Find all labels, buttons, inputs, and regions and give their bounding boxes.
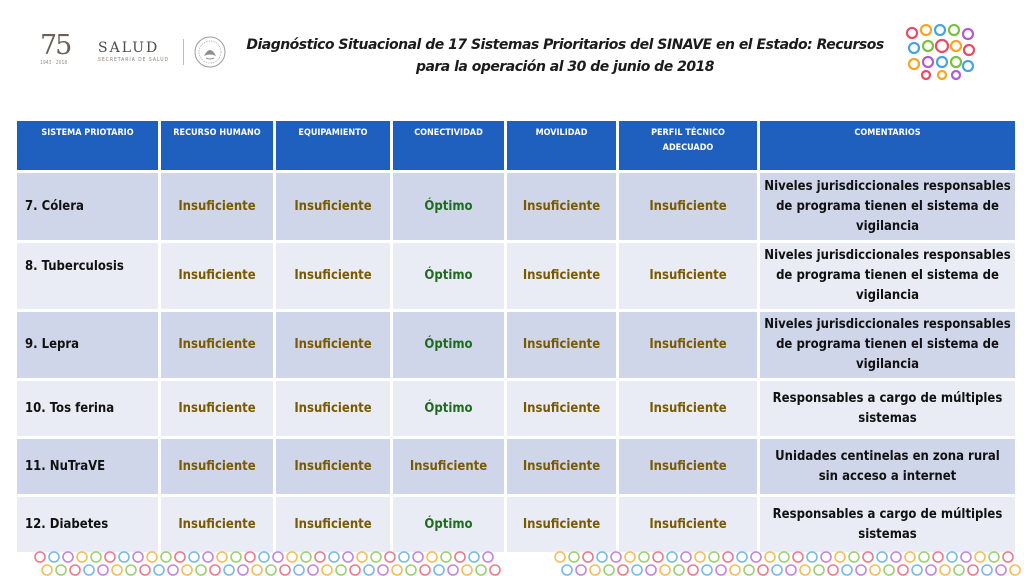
footer-circle	[329, 552, 339, 562]
cell-conectividad: Óptimo	[393, 497, 504, 552]
header-logos	[40, 30, 226, 74]
cell-equipamiento: Insuficiente	[276, 173, 390, 240]
footer-circle	[975, 552, 985, 562]
col-header-perfil-tecnico: PERFIL TÉCNICO ADECUADO	[619, 121, 757, 170]
col-header-recurso-humano: RECURSO HUMANO	[161, 121, 273, 170]
col-header-movilidad: MOVILIDAD	[507, 121, 616, 170]
footer-circle	[476, 565, 486, 575]
footer-circle	[133, 552, 143, 562]
footer-circle	[821, 552, 831, 562]
footer-circle	[667, 552, 677, 562]
footer-circle	[597, 552, 607, 562]
footer-circle	[385, 552, 395, 562]
footer-circle	[639, 552, 649, 562]
cell-movilidad: Insuficiente	[507, 381, 616, 436]
footer-circle	[870, 565, 880, 575]
footer-circle	[695, 552, 705, 562]
footer-circle	[126, 565, 136, 575]
cell-perfil-tecnico: Insuficiente	[619, 312, 757, 378]
logo-divider	[183, 39, 184, 65]
footer-circle	[483, 552, 493, 562]
cell-equipamiento: Insuficiente	[276, 312, 390, 378]
footer-circle	[793, 552, 803, 562]
cell-recurso-humano: Insuficiente	[161, 381, 273, 436]
footer-circle	[604, 565, 614, 575]
cell-recurso-humano: Insuficiente	[161, 312, 273, 378]
cell-movilidad: Insuficiente	[507, 243, 616, 309]
footer-circle	[737, 552, 747, 562]
cell-recurso-humano: Insuficiente	[161, 497, 273, 552]
footer-circle	[105, 552, 115, 562]
footer-circle	[744, 565, 754, 575]
cell-perfil-tecnico: Insuficiente	[619, 173, 757, 240]
footer-circle	[462, 565, 472, 575]
footer-circle	[357, 552, 367, 562]
footer-circle	[343, 552, 353, 562]
footer-circle	[961, 552, 971, 562]
footer-circle	[203, 552, 213, 562]
footer-circle	[371, 552, 381, 562]
cell-comentario: Unidades centinelas en zona rural sin acceso a internet	[760, 439, 1015, 494]
cell-movilidad: Insuficiente	[507, 173, 616, 240]
footer-circle	[772, 565, 782, 575]
footer-circle	[674, 565, 684, 575]
footer-circle	[217, 552, 227, 562]
footer-circle	[490, 565, 500, 575]
logo-salud-sub: SECRETARÍA DE SALUD	[98, 57, 169, 63]
footer-circle	[182, 565, 192, 575]
footer-circle	[252, 565, 262, 575]
table-row	[17, 439, 1015, 494]
cell-perfil-tecnico: Insuficiente	[619, 439, 757, 494]
footer-circle	[175, 552, 185, 562]
footer-circle	[147, 552, 157, 562]
cell-comentario: Niveles jurisdiccionales responsables de programa tienen el sistema de vigilancia	[760, 312, 1015, 378]
footer-circle	[364, 565, 374, 575]
footer-circle	[70, 565, 80, 575]
footer-circle	[905, 552, 915, 562]
footer-circle	[35, 552, 45, 562]
footer-circle	[245, 552, 255, 562]
table-row	[17, 243, 1015, 309]
footer-circle	[723, 552, 733, 562]
footer-circle	[800, 565, 810, 575]
footer-circle	[189, 552, 199, 562]
footer-circle	[112, 565, 122, 575]
page-title-line-1: Diagnóstico Situacional de 17 Sistemas Prioritarios del SINAVE en el Estado: Recursos	[246, 37, 884, 53]
footer-circle	[196, 565, 206, 575]
cell-sistema: 11. NuTraVE	[17, 439, 158, 494]
footer-circle	[399, 552, 409, 562]
footer-circle	[863, 552, 873, 562]
table-row	[17, 497, 1015, 552]
footer-circle	[912, 565, 922, 575]
footer-circle	[919, 552, 929, 562]
footer-circle	[828, 565, 838, 575]
footer-circle	[751, 552, 761, 562]
footer-circle	[954, 565, 964, 575]
logo-75-anniversary	[40, 32, 84, 72]
footer-circle	[681, 552, 691, 562]
footer-circle	[238, 565, 248, 575]
footer-circle	[898, 565, 908, 575]
footer-circle	[611, 552, 621, 562]
footer-circle	[688, 565, 698, 575]
footer-circle	[210, 565, 220, 575]
footer-circle	[91, 552, 101, 562]
footer-circle	[266, 565, 276, 575]
footer-circle	[982, 565, 992, 575]
cell-conectividad: Óptimo	[393, 381, 504, 436]
footer-circle	[161, 552, 171, 562]
cell-sistema: 9. Lepra	[17, 312, 158, 378]
footer-circle	[842, 565, 852, 575]
cell-perfil-tecnico: Insuficiente	[619, 381, 757, 436]
footer-circle	[294, 565, 304, 575]
cell-sistema: 7. Cólera	[17, 173, 158, 240]
footer-circle	[849, 552, 859, 562]
col-header-conectividad: CONECTIVIDAD	[393, 121, 504, 170]
footer-circle	[968, 565, 978, 575]
footer-circle	[392, 565, 402, 575]
footer-circle	[224, 565, 234, 575]
cell-comentario: Responsables a cargo de múltiples sistemas	[760, 497, 1015, 552]
footer-circle	[168, 565, 178, 575]
footer-circle	[301, 552, 311, 562]
footer-circle	[98, 565, 108, 575]
footer-circle	[702, 565, 712, 575]
cell-conectividad: Óptimo	[393, 312, 504, 378]
cell-sistema: 12. Diabetes	[17, 497, 158, 552]
sinave-circles-logo-icon	[904, 24, 976, 80]
logo-salud	[98, 41, 169, 63]
resources-table	[14, 118, 1018, 555]
footer-circle	[119, 552, 129, 562]
cell-sistema: 8. Tuberculosis	[17, 243, 158, 309]
logo-salud-word: SALUD	[98, 40, 160, 56]
footer-circle	[618, 565, 628, 575]
footer-circle	[562, 565, 572, 575]
logo-75-number: 75	[40, 30, 71, 61]
footer-circle	[336, 565, 346, 575]
footer-circle	[56, 565, 66, 575]
footer-circle	[140, 565, 150, 575]
footer-circle	[814, 565, 824, 575]
cell-equipamiento: Insuficiente	[276, 497, 390, 552]
footer-circle	[989, 552, 999, 562]
cell-recurso-humano: Insuficiente	[161, 243, 273, 309]
footer-circle	[42, 565, 52, 575]
footer-circle	[455, 552, 465, 562]
footer-circle	[273, 552, 283, 562]
footer-circle	[891, 552, 901, 562]
cell-comentario: Niveles jurisdiccionales responsables de programa tienen el sistema de vigilancia	[760, 173, 1015, 240]
footer-circle	[441, 552, 451, 562]
col-header-sistema: SISTEMA PRIOTARIO	[17, 121, 158, 170]
footer-circle	[469, 552, 479, 562]
page-title-line-2: para la operación al 30 de junio de 2018	[415, 59, 715, 75]
footer-circle	[77, 552, 87, 562]
footer-circle	[350, 565, 360, 575]
footer-circle	[569, 552, 579, 562]
mexican-coat-of-arms-icon	[194, 36, 226, 68]
cell-movilidad: Insuficiente	[507, 312, 616, 378]
footer-circle	[940, 565, 950, 575]
footer-circle	[884, 565, 894, 575]
footer-circle	[947, 552, 957, 562]
col-header-comentarios: COMENTARIOS	[760, 121, 1015, 170]
footer-circle	[856, 565, 866, 575]
footer-circle	[779, 552, 789, 562]
footer-circle	[758, 565, 768, 575]
footer-circle	[807, 552, 817, 562]
footer-circle	[84, 565, 94, 575]
footer-circle	[730, 565, 740, 575]
footer-circle	[709, 552, 719, 562]
cell-conectividad: Óptimo	[393, 243, 504, 309]
footer-circle	[555, 552, 565, 562]
footer-circle	[660, 565, 670, 575]
footer-circle	[427, 552, 437, 562]
col-header-equipamiento: EQUIPAMIENTO	[276, 121, 390, 170]
footer-circle	[933, 552, 943, 562]
footer-circle	[1003, 552, 1013, 562]
footer-circle	[413, 552, 423, 562]
cell-conectividad: Insuficiente	[393, 439, 504, 494]
cell-equipamiento: Insuficiente	[276, 243, 390, 309]
footer-circle	[308, 565, 318, 575]
table-row	[17, 381, 1015, 436]
cell-movilidad: Insuficiente	[507, 439, 616, 494]
footer-circle	[583, 552, 593, 562]
footer-decoration	[0, 548, 1024, 576]
footer-circle	[448, 565, 458, 575]
cell-recurso-humano: Insuficiente	[161, 173, 273, 240]
footer-circle	[154, 565, 164, 575]
table-row	[17, 173, 1015, 240]
cell-movilidad: Insuficiente	[507, 497, 616, 552]
footer-circle	[420, 565, 430, 575]
footer-circle	[63, 552, 73, 562]
footer-circle	[653, 552, 663, 562]
footer-circle	[322, 565, 332, 575]
cell-recurso-humano: Insuficiente	[161, 439, 273, 494]
cell-equipamiento: Insuficiente	[276, 439, 390, 494]
footer-circle	[786, 565, 796, 575]
cell-conectividad: Óptimo	[393, 173, 504, 240]
footer-circle	[406, 565, 416, 575]
footer-circle	[632, 565, 642, 575]
footer-circle	[765, 552, 775, 562]
cell-sistema: 10. Tos ferina	[17, 381, 158, 436]
footer-circle	[378, 565, 388, 575]
footer-circle	[576, 565, 586, 575]
footer-circle	[877, 552, 887, 562]
cell-equipamiento: Insuficiente	[276, 381, 390, 436]
logo-75-years: 1943 · 2018	[40, 60, 68, 66]
footer-circle	[259, 552, 269, 562]
footer-circle	[590, 565, 600, 575]
footer-circle	[1010, 565, 1020, 575]
footer-circle	[835, 552, 845, 562]
cell-perfil-tecnico: Insuficiente	[619, 243, 757, 309]
footer-circle	[996, 565, 1006, 575]
footer-circle	[315, 552, 325, 562]
table-header-row	[17, 121, 1015, 170]
footer-circle	[434, 565, 444, 575]
footer-circle	[926, 565, 936, 575]
footer-circle	[716, 565, 726, 575]
table-row	[17, 312, 1015, 378]
footer-circle	[231, 552, 241, 562]
footer-circle	[287, 552, 297, 562]
page-title	[225, 34, 905, 78]
footer-circle	[646, 565, 656, 575]
footer-circle	[625, 552, 635, 562]
cell-comentario: Responsables a cargo de múltiples sistemas	[760, 381, 1015, 436]
footer-circle	[49, 552, 59, 562]
cell-perfil-tecnico: Insuficiente	[619, 497, 757, 552]
footer-circle	[280, 565, 290, 575]
cell-comentario: Niveles jurisdiccionales responsables de programa tienen el sistema de vigilancia	[760, 243, 1015, 309]
